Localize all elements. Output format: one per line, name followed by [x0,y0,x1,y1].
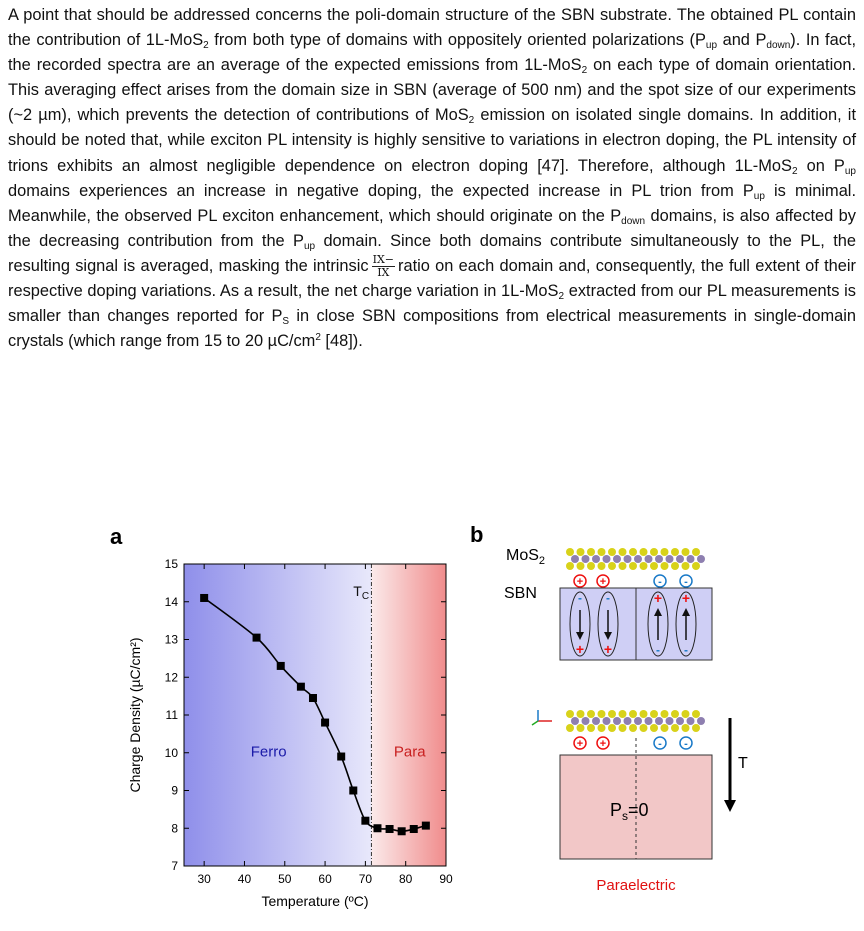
minus-sign: - [684,738,688,750]
molybdenum-atom [634,555,642,563]
subscript: 2 [581,65,588,77]
molybdenum-atom [613,717,621,725]
molybdenum-atom [571,717,579,725]
molybdenum-atom [666,717,674,725]
sulfur-atom [619,710,627,718]
data-point [373,824,381,832]
text-run: is minimal. Meanwhile, the observed PL exciton enhancement, which should originate on the P [8,181,857,225]
sulfur-atom [598,724,606,732]
sulfur-atom [577,562,585,570]
molybdenum-atom [592,717,600,725]
plus-sign: + [576,576,584,588]
data-point [277,662,285,670]
sulfur-atom [619,548,627,556]
sulfur-atom [608,724,616,732]
para-label: Para [393,743,426,761]
sulfur-atom [566,548,574,556]
panel-label-a: a [110,524,123,549]
sulfur-atom [650,724,658,732]
mos2-layer-top [566,548,705,570]
y-tick-label: 11 [165,708,178,722]
subscript: down [621,215,646,227]
molybdenum-atom [687,717,695,725]
plus-sign: + [599,576,607,588]
plus-sign: + [576,738,584,750]
sulfur-atom [650,562,658,570]
sulfur-atom [682,562,690,570]
sulfur-atom [671,548,679,556]
subscript: up [844,165,856,177]
text-run: [48]). [320,332,363,351]
sulfur-atom [619,562,627,570]
data-point [321,719,329,727]
sulfur-atom [661,724,669,732]
data-point [349,787,357,795]
trion-exciton-ratio [372,254,395,279]
x-tick-label: 60 [318,872,332,886]
ps-sub: s [622,809,629,823]
y-axis-label: Charge Density (µC/cm²) [127,637,143,793]
molybdenum-atom [634,717,642,725]
sulfur-atom [682,724,690,732]
sbn-label: SBN [504,585,537,602]
subscript: up [705,40,718,52]
molybdenum-atom [582,717,590,725]
x-tick-label: 40 [237,872,252,886]
molybdenum-atom [655,717,663,725]
minus-sign: - [658,738,662,750]
temperature-arrow-head [724,800,736,812]
data-point [386,825,394,833]
minus-sign: - [684,576,688,588]
text-run: ratio on each domain and, consequently, the full extent of their respective doping variations. As a result, the net charge variation in 1L-MoS [8,256,857,301]
y-tick-label: 8 [171,821,178,836]
y-tick-label: 14 [164,594,178,609]
molybdenum-atom [676,555,684,563]
para-region [371,564,446,866]
ferro-label: Ferro [250,743,287,761]
molybdenum-atom [666,555,674,563]
plus-sign: + [575,641,585,657]
sulfur-atom [692,724,700,732]
text-run: from both type of domains with oppositely oriented polarizations (P [208,31,706,50]
sulfur-atom [577,710,585,718]
plus-sign: + [599,738,607,750]
minus-sign: - [684,643,688,657]
molybdenum-atom [603,555,611,563]
sulfur-atom [661,548,669,556]
sulfur-atom [577,724,585,732]
tc-main: T [353,583,362,600]
mos2-sub: 2 [538,555,546,567]
subscript: 2 [203,40,209,52]
molybdenum-atom [645,717,653,725]
sulfur-atom [661,562,669,570]
data-point [410,825,418,833]
sulfur-atom [650,548,658,556]
text-run: emission on isolated single domains. In addition, it should be noted that, while exciton PL intensity is highly sensitive to variations in electron doping, the PL intensity of trions exhibits an almost negligible dependence on electron doping [47]. Therefore, although 1L-MoS [8,106,857,175]
subscript: S [282,316,290,328]
ps-main: P [610,800,623,820]
text-run: and P [717,31,767,50]
sulfur-atom [608,710,616,718]
sulfur-atom [577,548,585,556]
data-point [253,634,261,642]
paraelectric-label: Paraelectric [596,877,676,894]
text-run: domains experiences an increase in negative doping, the expected increase in PL trion from P [8,181,754,200]
sulfur-atom [587,548,595,556]
figure-b [460,520,860,930]
y-tick-label: 9 [171,783,178,798]
fraction-denominator: IX [377,266,390,280]
ferro-region [184,564,371,866]
x-tick-label: 90 [439,872,453,886]
sulfur-atom [629,548,637,556]
data-point [398,827,406,835]
text-run: extracted from our PL measurements is smaller than changes reported for P [8,282,856,326]
fraction-numerator: IX− [372,253,394,267]
figure-a [96,520,456,930]
sulfur-atom [650,710,658,718]
molybdenum-atom [603,717,611,725]
sulfur-atom [587,562,595,570]
sulfur-atom [640,710,648,718]
sulfur-atom [608,548,616,556]
sulfur-atom [587,710,595,718]
tc-sub: C [361,591,370,603]
data-point [422,822,430,830]
sulfur-atom [608,562,616,570]
molybdenum-atom [624,555,632,563]
sulfur-atom [671,710,679,718]
surface-charges-top [574,575,692,588]
molybdenum-atom [645,555,653,563]
subscript: down [766,40,791,52]
y-axis-vector [532,721,538,725]
charge-density-chart [96,520,456,925]
molybdenum-atom [676,717,684,725]
sulfur-atom [566,710,574,718]
sulfur-atom [671,562,679,570]
minus-sign: - [578,591,582,605]
data-point [309,694,317,702]
sulfur-atom [682,548,690,556]
sulfur-atom [566,562,574,570]
sulfur-atom [671,724,679,732]
temperature-label: T [738,755,748,772]
molybdenum-atom [655,555,663,563]
sulfur-atom [692,710,700,718]
x-tick-label: 80 [399,872,413,886]
mos2-label [506,547,545,567]
data-point [361,817,369,825]
sulfur-atom [598,562,606,570]
sulfur-atom [629,724,637,732]
minus-sign: - [658,576,662,588]
sulfur-atom [566,724,574,732]
sulfur-atom [692,548,700,556]
subscript: 2 [468,115,475,127]
molybdenum-atom [582,555,590,563]
sulfur-atom [598,710,606,718]
data-point [337,753,345,761]
sulfur-atom [640,548,648,556]
surface-charges-bottom [574,737,692,750]
text-run: domains, is also affected by the decreasing contribution from the P [8,206,856,250]
y-tick-label: 7 [171,859,178,873]
molybdenum-atom [697,555,705,563]
subscript: up [753,190,765,202]
ps-value: =0 [628,800,649,820]
minus-sign: - [606,591,610,605]
subscript: 2 [791,165,798,177]
x-tick-label: 50 [278,872,292,886]
plus-sign: + [603,641,613,657]
y-tick-label: 15 [164,557,178,571]
mos2-text: MoS [506,547,539,564]
x-axis-label: Temperature (ºC) [261,893,369,909]
domain-schematic [460,520,860,925]
sulfur-atom [640,724,648,732]
text-run: ). In fact, the recorded spectra are an average of the expected emissions from 1L-MoS [8,31,857,75]
y-tick-label: 13 [164,632,178,647]
y-tick-label: 10 [164,745,178,760]
text-run: on P [797,156,845,175]
body-paragraph [8,3,856,354]
sulfur-atom [629,562,637,570]
text-run: on each type of domain orientation. This averaging effect arises from the domain size in SBN (average of 500 nm) and the spot size of our experiments (~2 µm), which prevents the detection of contributions of MoS [8,56,856,125]
sulfur-atom [598,548,606,556]
sulfur-atom [640,562,648,570]
molybdenum-atom [592,555,600,563]
subscript: 2 [558,291,565,303]
axis-triad-icon [532,710,552,725]
x-tick-label: 30 [197,872,211,886]
plus-sign: + [653,590,663,606]
y-tick-label: 12 [164,670,178,685]
sulfur-atom [692,562,700,570]
ps-zero-label [610,800,649,823]
plus-sign: + [681,590,691,606]
panel-label-b: b [470,522,484,547]
sulfur-atom [587,724,595,732]
x-tick-label: 70 [358,872,373,886]
data-point [297,683,305,691]
text-run: domain. Since both domains contribute simultaneously to the PL, the resulting signal is averaged, masking the intrinsic [8,231,856,275]
data-point [200,594,208,602]
minus-sign: - [656,643,660,657]
sulfur-atom [661,710,669,718]
molybdenum-atom [687,555,695,563]
text-run: in close SBN compositions from electrical measurements in single-domain crystals (which range from 15 to 20 µC/cm [8,307,856,351]
subscript: up [303,240,316,252]
molybdenum-atom [571,555,579,563]
sulfur-atom [619,724,627,732]
sulfur-atom [682,710,690,718]
text-run: A point that should be addressed concerns the poli-domain structure of the SBN substrate. The obtained PL contain the contribution of 1L-MoS [8,6,856,50]
molybdenum-atom [613,555,621,563]
superscript: 2 [315,332,321,344]
mos2-layer-bottom [566,710,705,732]
molybdenum-atom [624,717,632,725]
sulfur-atom [629,710,637,718]
molybdenum-atom [697,717,705,725]
